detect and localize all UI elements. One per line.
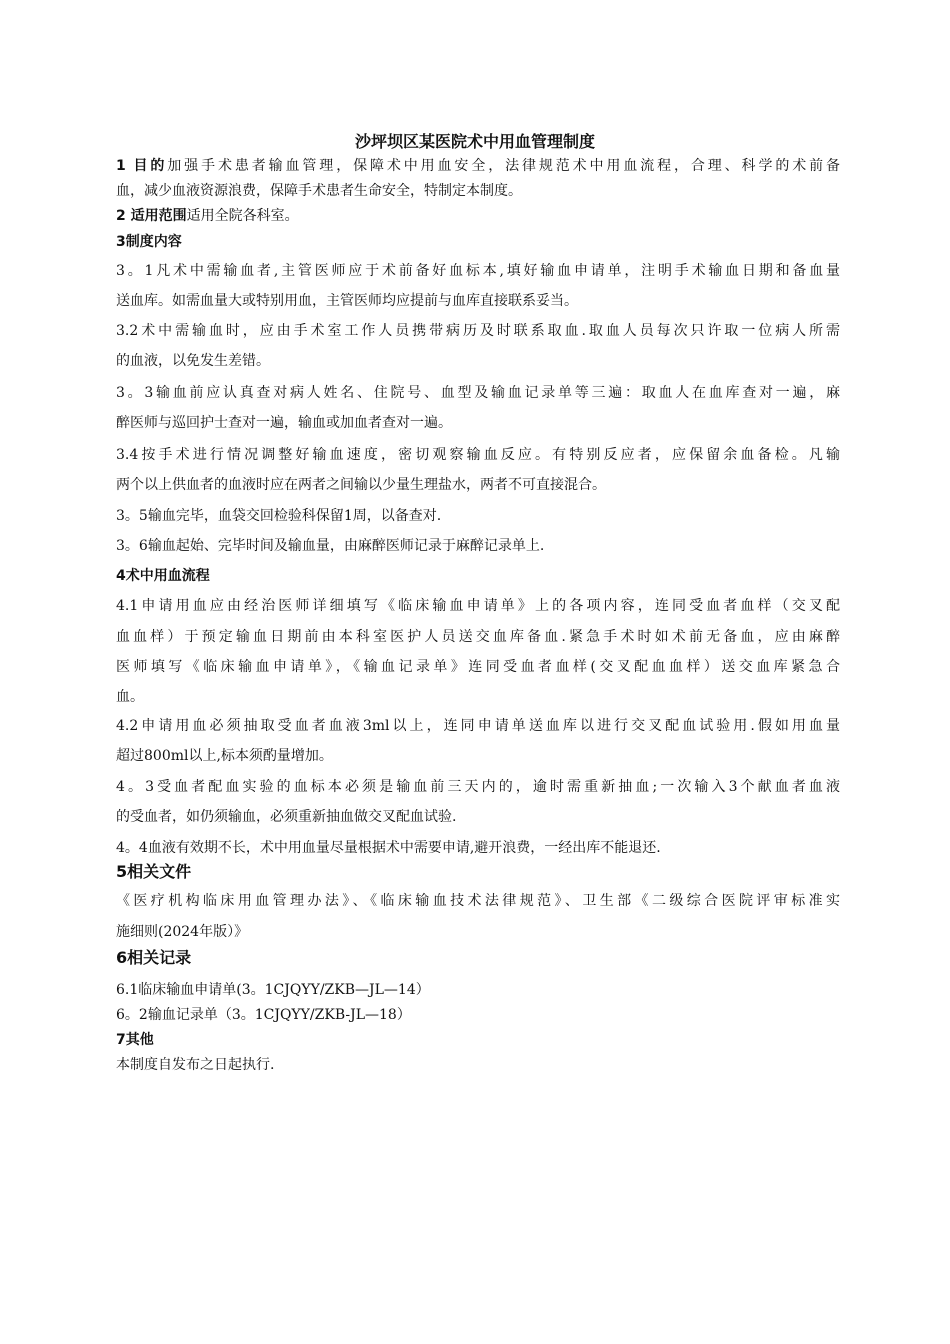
documents-line: 《医疗机构临床用血管理办法》、《临床输血技术法律规范》、卫生部《二级综合医院评审标准实 xyxy=(116,893,840,909)
content-line: 3。6输血起始、完毕时间及输血量，由麻醉医师记录于麻醉记录单上. xyxy=(116,538,545,554)
section-heading-process: 4术中用血流程 xyxy=(116,568,210,584)
content-line: 两个以上供血者的血液时应在两者之间输以少量生理盐水，两者不可直接混合。 xyxy=(116,477,606,493)
content-line: 的血液，以免发生差错。 xyxy=(116,353,270,369)
purpose-line-2: 血，减少血液资源浪费，保障手术患者生命安全，特制定本制度。 xyxy=(116,183,522,199)
process-line: 超过800ml以上,标本须酌量增加。 xyxy=(116,748,333,764)
content-line: 3.4按手术进行情况调整好输血速度，密切观察输血反应。有特别反应者，应保留余血备检。凡输 xyxy=(116,447,840,463)
records-line: 6.1临床输血申请单(3。1CJQYY/ZKB—JL—14） xyxy=(116,982,430,998)
purpose-text-1: 加强手术患者输血管理，保障术中用血安全，法律规范术中用血流程，合理、科学的术前备 xyxy=(167,158,840,174)
process-line: 4。3受血者配血实验的血标本必须是输血前三天内的，逾时需重新抽血;一次输入3个献血者血液 xyxy=(116,779,840,795)
scope-line xyxy=(116,206,840,226)
process-line: 的受血者，如仍须输血，必须重新抽血做交叉配血试验. xyxy=(116,809,457,825)
section-heading-documents: 5相关文件 xyxy=(116,862,192,881)
process-line: 医师填写《临床输血申请单》，《输血记录单》连同受血者血样(交叉配血血样）送交血库紧急合 xyxy=(116,659,840,675)
content-line: 3。5输血完毕，血袋交回检验科保留1周，以备查对. xyxy=(116,508,442,524)
documents-line: 施细则(2024年版）》 xyxy=(116,924,249,940)
section-heading-content: 3制度内容 xyxy=(116,234,182,250)
records-line: 6。2输血记录单（3。1CJQYY/ZKB-JL—18） xyxy=(116,1007,411,1023)
section-heading-other: 7其他 xyxy=(116,1032,154,1048)
content-line: 3。3输血前应认真查对病人姓名、住院号、血型及输血记录单等三遍：取血人在血库查对一遍，麻 xyxy=(116,385,840,401)
content-line: 醉医师与巡回护士查对一遍，输血或加血者查对一遍。 xyxy=(116,415,452,431)
content-line: 3.2术中需输血时，应由手术室工作人员携带病历及时联系取血.取血人员每次只许取一位病人所需 xyxy=(116,323,840,339)
section-heading-records: 6相关记录 xyxy=(116,948,192,967)
process-line: 4.1申请用血应由经治医师详细填写《临床输血申请单》上的各项内容，连同受血者血样（交叉配 xyxy=(116,598,840,614)
content-line: 3。1凡术中需输血者,主管医师应于术前备好血标本,填好输血申请单，注明手术输血日期和备血量 xyxy=(116,263,840,279)
process-line: 4。4血液有效期不长，术中用血量尽量根据术中需要申请,避开浪费，一经出库不能退还. xyxy=(116,840,661,856)
other-text: 本制度自发布之日起执行. xyxy=(116,1057,275,1073)
purpose-line-1 xyxy=(116,156,840,176)
process-line: 血。 xyxy=(116,689,144,705)
purpose-label: 1 目的 xyxy=(116,158,168,174)
scope-text: 适用全院各科室。 xyxy=(186,208,299,224)
content-line: 送血库。如需血量大或特别用血，主管医师均应提前与血库直接联系妥当。 xyxy=(116,293,578,309)
process-line: 血血样）于预定输血日期前由本科室医护人员送交血库备血.紧急手术时如术前无备血，应由麻醉 xyxy=(116,629,840,645)
document-title: 沙坪坝区某医院术中用血管理制度 xyxy=(354,132,595,151)
scope-label: 2 适用范围 xyxy=(116,208,187,224)
process-line: 4.2申请用血必须抽取受血者血液3ml以上，连同申请单送血库以进行交叉配血试验用.假如用血量 xyxy=(116,718,840,734)
